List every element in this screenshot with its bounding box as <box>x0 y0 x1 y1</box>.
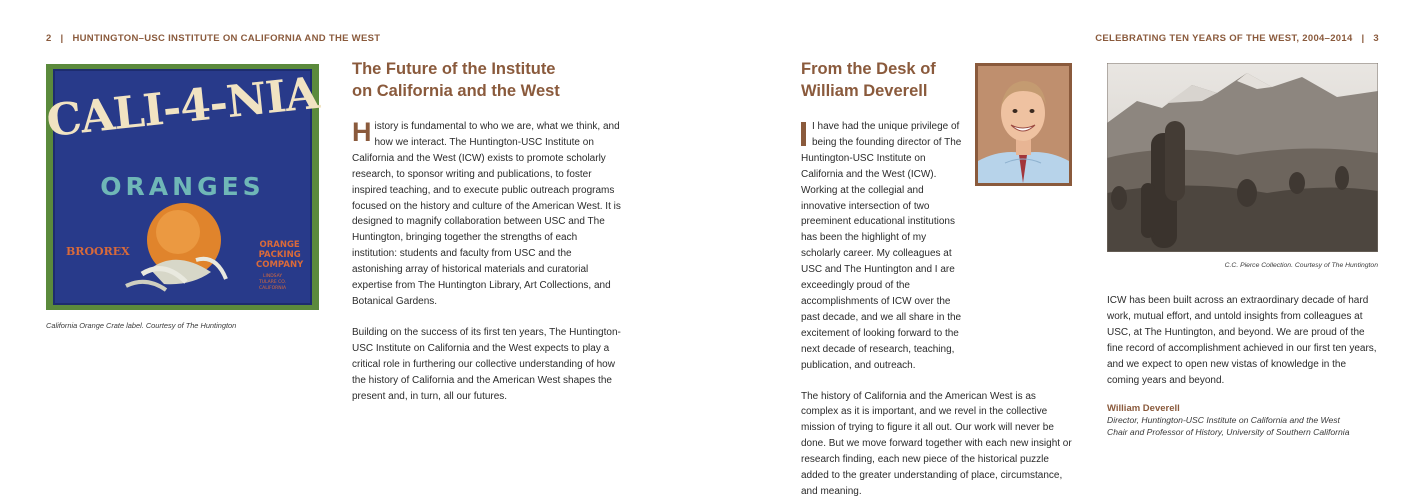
label-right-line: ORANGE <box>259 240 300 250</box>
orange-crate-label-image <box>46 64 319 310</box>
right-caption-plain: C.C. Pierce Collection. <box>1224 262 1293 269</box>
drop-cap: H <box>352 117 372 147</box>
right-paragraph-3: ICW has been built across an extraordinary decade of hard work, mutual effort, and untold insights from colleagues at USC, at The Huntington, and beyond. We are proud of the fine record of accomplishment achieved in our first ten years, and we expect to open new vistas of knowledge in the coming years and beyond. <box>1107 295 1377 386</box>
signature-line-2: Chair and Professor of History, University of Southern California <box>1107 427 1350 437</box>
left-paragraph-2: Building on the success of its first ten years, The Huntington-USC Institute on California and the West expects to play a critical role in furthering our collective understanding of how the history of California and the American West shapes the present and, in turn, all our futures. <box>352 326 621 402</box>
signature-block <box>1107 403 1397 438</box>
right-photo-caption <box>1225 262 1378 269</box>
drop-bar <box>801 122 806 146</box>
right-page-number: 3 <box>1373 33 1379 44</box>
right-caption-italic: Courtesy of The Huntington <box>1294 262 1378 269</box>
signature-name: William Deverell <box>1107 403 1180 414</box>
right-running-head-text: CELEBRATING TEN YEARS OF THE WEST, 2004–2014 <box>1095 33 1353 44</box>
label-small-line: TULARE CO. <box>259 280 287 285</box>
left-paragraph-1 <box>352 119 624 310</box>
right-body <box>801 119 1072 500</box>
right-heading <box>801 58 971 102</box>
label-brand: CALI-4-NIA <box>44 67 321 148</box>
right-heading-line: From the Desk of <box>801 60 936 78</box>
label-left-mark: BROOREX <box>66 245 130 258</box>
left-separator: | <box>60 33 64 44</box>
left-running-head-text: HUNTINGTON–USC INSTITUTE ON CALIFORNIA AND THE WEST <box>72 33 381 44</box>
signature-line-1: Director, Huntington-USC Institute on California and the West <box>1107 415 1340 425</box>
left-heading <box>352 58 652 102</box>
right-separator: | <box>1361 33 1365 44</box>
desert-cactus-photo <box>1107 63 1378 252</box>
left-page-number: 2 <box>46 33 52 44</box>
label-right-lines <box>256 240 303 270</box>
label-small-lines <box>259 274 286 292</box>
right-paragraph-1-text: I have had the unique privilege of being the founding director of The Huntington-USC Institute on California and the West (ICW). Working at the collegial and innovative intersection of two preeminent educational institutions has been the highlight of my scholarly career. My colleagues at USC and The Huntington and I are exceedingly proud of the accomplishments of ICW over the past decade, and we all share in the excitement of looking forward to the next decade of research, teaching, publication, and outreach. <box>801 121 962 371</box>
label-small-line: CALIFORNIA <box>259 286 287 291</box>
left-heading-line: The Future of the Institute <box>352 60 556 78</box>
label-small-line: LINDSAY <box>263 274 283 279</box>
right-heading-line: William Deverell <box>801 82 928 100</box>
right-running-head <box>1095 33 1379 44</box>
left-heading-line: on California and the West <box>352 82 560 100</box>
right-paragraph-2: The history of California and the American West is as complex as it is important, and we revel in the collective mission of trying to figure it all out. Our work will never be done. But we move forward together with each new insight or research finding, each new piece of the historical puzzle added to the greater understanding of place, circumstance, and meaning. <box>801 390 1072 497</box>
left-caption-italic: Courtesy of The Huntington <box>145 321 237 330</box>
label-right-line: COMPANY <box>256 260 304 270</box>
left-running-head <box>46 33 380 44</box>
left-image-caption <box>46 321 236 330</box>
left-caption-plain: California Orange Crate label. <box>46 321 144 330</box>
label-right-line: PACKING <box>258 250 301 260</box>
label-subtitle: ORANGES <box>100 172 265 201</box>
left-body <box>352 119 624 404</box>
right-paragraph-1 <box>801 119 1072 374</box>
left-paragraph-1-text: istory is fundamental to who we are, what we think, and how we interact. The Huntington-USC Institute on California and the West (ICW) exists to promote scholarly research, to sponsor writing and publications, to foster inspired teaching, and to execute public outreach programs focused on the history and culture of the American West. It is designed to magnify collaboration between USC and The Huntington, bringing together the strengths of each institution: students and faculty from USC and the astonishing array of historical materials and curatorial expertise from The Huntington Library, Art Collections, and Botanical Gardens. <box>352 121 621 307</box>
